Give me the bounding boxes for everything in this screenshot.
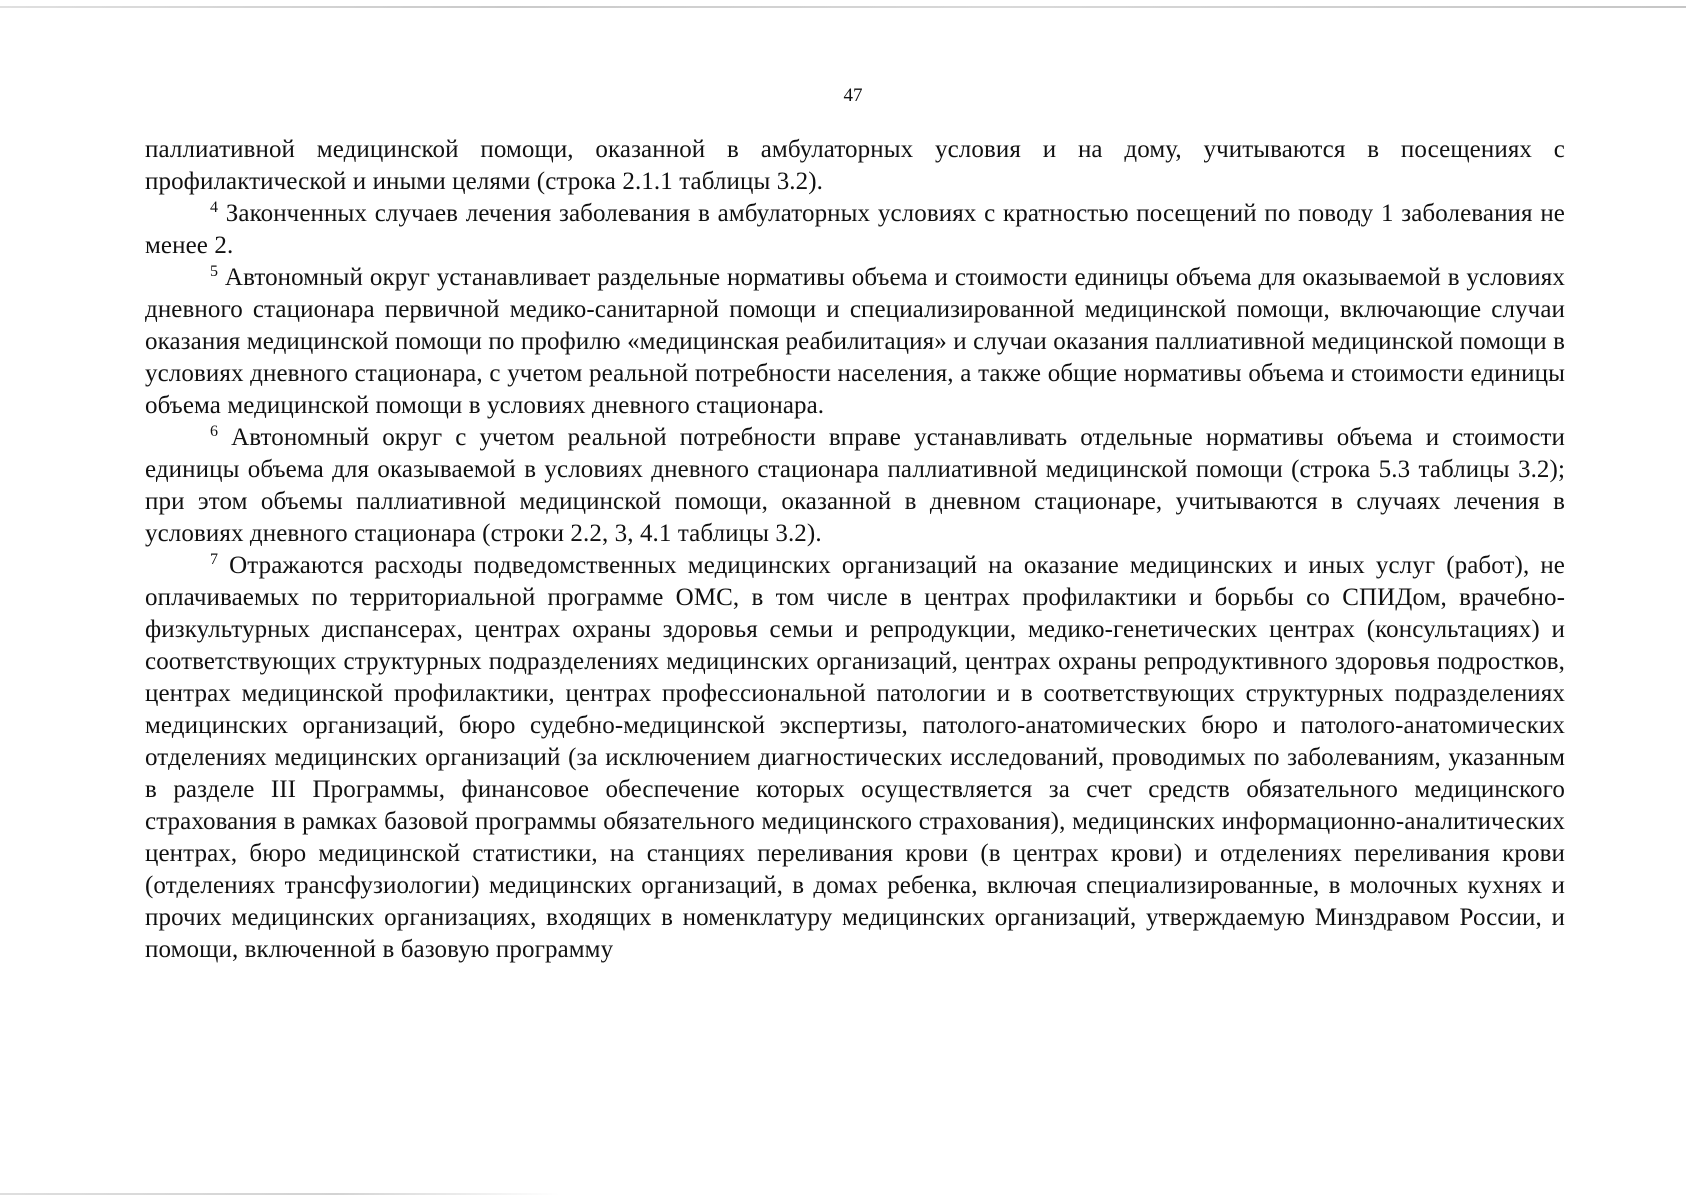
footnote-5	[145, 262, 1565, 422]
paragraph-continuation	[145, 134, 1565, 198]
scan-edge-top	[0, 6, 1686, 8]
footnote-text: Законченных случаев лечения заболевания в амбулаторных условиях с кратностью посещений по поводу 1 заболевания не менее 2.	[145, 200, 1565, 259]
paragraph-text: паллиативной медицинской помощи, оказанной в амбулаторных условия и на дому, учитываются в посещениях с профилактической и иными целями (строка 2.1.1 таблицы 3.2).	[145, 136, 1565, 195]
footnote-text: Отражаются расходы подведомственных медицинских организаций на оказание медицинских и иных услуг (работ), не оплачиваемых по территориальной программе ОМС, в том числе в центрах профилактики и борьбы со СПИДом, врачебно-физкультурных диспансерах, центрах охраны здоровья семьи и репродукции, медико-генетических центрах (консультациях) и соответствующих структурных подразделениях медицинских организаций, центрах охраны репродуктивного здоровья подростков, центрах медицинской профилактики, центрах профессиональной патологии и в соответствующих структурных подразделениях медицинских организаций, бюро судебно-медицинской экспертизы, патолого-анатомических бюро и патолого-анатомических отделениях медицинских организаций (за исключением диагностических исследований, проводимых по заболеваниям, указанным в разделе III Программы, финансовое обеспечение которых осуществляется за счет средств обязательного медицинского страхования в рамках базовой программы обязательного медицинского страхования), медицинских информационно-аналитических центрах, бюро медицинской статистики, на станциях переливания крови (в центрах крови) и отделениях переливания крови (отделениях трансфузиологии) медицинских организаций, в домах ребенка, включая специализированные, в молочных кухнях и прочих медицинских организациях, входящих в номенклатуру медицинских организаций, утверждаемую Минздравом России, и помощи, включенной в базовую программу	[145, 552, 1565, 963]
document-body	[145, 134, 1565, 966]
footnote-6	[145, 422, 1565, 550]
scan-edge-bottom	[0, 1193, 560, 1195]
footnote-marker: 5	[210, 263, 219, 280]
footnote-4	[145, 198, 1565, 262]
footnote-text: Автономный округ с учетом реальной потребности вправе устанавливать отдельные нормативы объема и стоимости единицы объема для оказываемой в условиях дневного стационара паллиативной медицинской помощи (строка 5.3 таблицы 3.2); при этом объемы паллиативной медицинской помощи, оказанной в дневном стационаре, учитываются в случаях лечения в условиях дневного стационара (строки 2.2, 3, 4.1 таблицы 3.2).	[145, 424, 1565, 547]
page-number: 47	[843, 85, 863, 106]
footnote-marker: 7	[210, 551, 219, 568]
footnote-7	[145, 550, 1565, 966]
footnote-marker: 6	[210, 423, 219, 440]
footnote-text: Автономный округ устанавливает раздельные нормативы объема и стоимости единицы объема для оказываемой в условиях дневного стационара первичной медико-санитарной помощи и специализированной медицинской помощи, включающие случаи оказания медицинской помощи по профилю «медицинская реабилитация» и случаи оказания паллиативной медицинской помощи в условиях дневного стационара, с учетом реальной потребности населения, а также общие нормативы объема и стоимости единицы объема медицинской помощи в условиях дневного стационара.	[145, 264, 1565, 419]
footnote-marker: 4	[210, 199, 219, 216]
